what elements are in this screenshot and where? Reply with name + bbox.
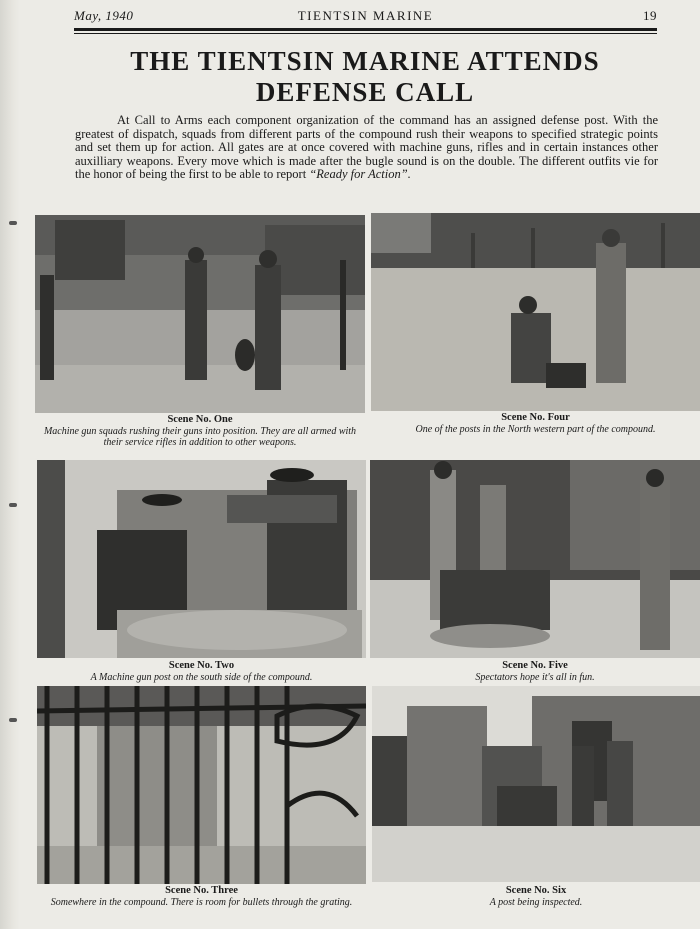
scene-title: Scene No. Five [502, 660, 568, 671]
photo-scene-one [35, 215, 365, 413]
staple-mark [9, 503, 17, 507]
staple-mark [9, 718, 17, 722]
running-header [74, 8, 657, 28]
page-number: 19 [643, 8, 657, 23]
article-headline [60, 46, 670, 108]
scene-title: Scene No. One [167, 414, 233, 425]
scene-caption: One of the posts in the North western part of the compound. [415, 423, 656, 435]
headline-line-1: THE TIENTSIN MARINE ATTENDS [130, 46, 600, 76]
caption-scene-one [35, 414, 365, 449]
caption-scene-five [370, 660, 700, 683]
caption-scene-three [37, 885, 366, 908]
scene-caption: A post being inspected. [489, 896, 583, 908]
header-rule-thick [74, 28, 657, 31]
scene-title: Scene No. Four [501, 412, 570, 423]
scene-title: Scene No. Two [168, 660, 235, 671]
scene-caption: Spectators hope it's all in fun. [475, 671, 595, 683]
staple-mark [9, 221, 17, 225]
intro-text: At Call to Arms each component organization of the command has an assigned defense post. With the greatest of dispatch, squads from different parts of the compound rush their weapons to specified strategic points and set them up for action. All gates are at once covered with machine guns, rifles and in certain instances other auxilliary weapons. Every move which is made after the bugle sound is on the double. The different outfits vie for the honor of being the first to be able to report [75, 113, 658, 182]
photo-scene-two [37, 460, 366, 658]
intro-quote: “Ready for Action”. [309, 167, 411, 182]
scene-title: Scene No. Three [165, 885, 238, 896]
caption-scene-four [371, 412, 700, 435]
photo-scene-three [37, 686, 366, 884]
publication-name: TIENTSIN MARINE [297, 8, 434, 23]
scene-caption: Somewhere in the compound. There is room for bullets through the grating. [50, 896, 353, 908]
caption-scene-two [37, 660, 366, 683]
article-intro [75, 114, 658, 182]
issue-date: May, 1940 [74, 8, 134, 23]
header-rule-thin [74, 33, 657, 34]
page-binding-edge [0, 0, 20, 929]
photo-scene-six [372, 686, 700, 882]
scene-caption: A Machine gun post on the south side of the compound. [90, 671, 313, 683]
photo-scene-five [370, 460, 700, 658]
caption-scene-six [372, 885, 700, 908]
photo-scene-four [371, 213, 700, 411]
headline-line-2: DEFENSE CALL [255, 77, 475, 107]
scene-caption: Machine gun squads rushing their guns into position. They are all armed with their service rifles in addition to other weapons. [43, 425, 357, 448]
scene-title: Scene No. Six [505, 885, 567, 896]
